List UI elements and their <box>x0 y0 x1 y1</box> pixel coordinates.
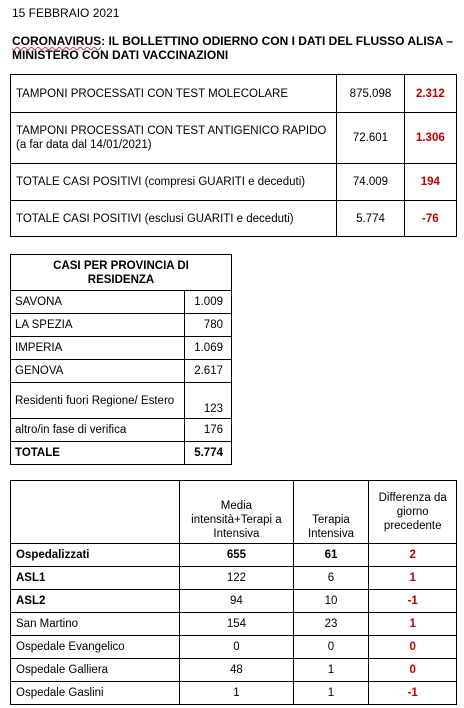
hospital-media: 0 <box>180 636 293 659</box>
province-name: LA SPEZIA <box>11 314 185 337</box>
summary-delta: -76 <box>404 201 456 237</box>
summary-value: 74.009 <box>337 164 405 201</box>
hospital-terapia: 0 <box>293 636 369 659</box>
hospital-header-terapia: Terapia Intensiva <box>293 481 369 544</box>
summary-delta: 194 <box>404 164 456 201</box>
hospital-terapia: 10 <box>293 590 369 613</box>
hospital-media: 154 <box>180 613 293 636</box>
province-value: 1.069 <box>185 337 232 360</box>
hospital-name: ASL1 <box>11 567 180 590</box>
hospital-diff: -1 <box>369 682 457 705</box>
summary-value: 5.774 <box>337 201 405 237</box>
province-total-value: 5.774 <box>185 442 232 465</box>
province-table <box>10 254 232 465</box>
hospital-media: 122 <box>180 567 293 590</box>
summary-delta: 2.312 <box>404 75 456 113</box>
province-row <box>11 360 232 383</box>
hospital-name: Ospedale Evangelico <box>11 636 180 659</box>
summary-label: TAMPONI PROCESSATI CON TEST MOLECOLARE <box>11 75 337 113</box>
hospital-name: Ospedale Gaslini <box>11 682 180 705</box>
hospital-terapia: 61 <box>293 544 369 567</box>
hospital-media: 655 <box>180 544 293 567</box>
province-value: 123 <box>185 383 232 419</box>
hospital-media: 1 <box>180 682 293 705</box>
summary-row <box>11 75 457 113</box>
province-value: 2.617 <box>185 360 232 383</box>
province-value: 780 <box>185 314 232 337</box>
hospital-row <box>11 544 457 567</box>
hospital-terapia: 23 <box>293 613 369 636</box>
hospital-name: San Martino <box>11 613 180 636</box>
bulletin-headline <box>12 34 460 62</box>
summary-value: 72.601 <box>337 113 405 164</box>
hospital-header-blank <box>11 481 180 544</box>
province-name: altro/in fase di verifica <box>11 419 185 442</box>
hospital-header-row <box>11 481 457 544</box>
province-name: SAVONA <box>11 291 185 314</box>
hospital-diff: 1 <box>369 567 457 590</box>
hospital-row <box>11 682 457 705</box>
headline-rest: : IL BOLLETTINO ODIERNO CON I DATI DEL FLUSSO ALISA – MINISTERO CON DATI VACCINAZIONI <box>12 34 453 62</box>
province-total-row <box>11 442 232 465</box>
hospital-diff: 0 <box>369 636 457 659</box>
headline-prefix: CORONAVIRUS <box>12 34 102 48</box>
province-name: GENOVA <box>11 360 185 383</box>
hospital-diff: 2 <box>369 544 457 567</box>
hospital-name: Ospedale Galliera <box>11 659 180 682</box>
province-value: 176 <box>185 419 232 442</box>
hospital-terapia: 6 <box>293 567 369 590</box>
province-name: IMPERIA <box>11 337 185 360</box>
hospital-header-diff: Differenza da giorno precedente <box>369 481 457 544</box>
hospital-terapia: 1 <box>293 682 369 705</box>
summary-row <box>11 164 457 201</box>
hospital-row <box>11 613 457 636</box>
hospital-diff: 0 <box>369 659 457 682</box>
hospital-name: ASL2 <box>11 590 180 613</box>
hospital-media: 94 <box>180 590 293 613</box>
hospital-header-media: Media intensità+Terapi a Intensiva <box>180 481 293 544</box>
province-row <box>11 419 232 442</box>
summary-value: 875.098 <box>337 75 405 113</box>
province-header-row <box>11 255 232 291</box>
hospital-row <box>11 636 457 659</box>
hospital-row <box>11 590 457 613</box>
hospital-diff: -1 <box>369 590 457 613</box>
hospital-row <box>11 659 457 682</box>
hospital-diff: 1 <box>369 613 457 636</box>
province-header: CASI PER PROVINCIA DI RESIDENZA <box>11 255 232 291</box>
bulletin-date: 15 FEBBRAIO 2021 <box>12 6 120 20</box>
province-row <box>11 291 232 314</box>
hospital-terapia: 1 <box>293 659 369 682</box>
summary-table <box>10 74 457 237</box>
province-total-label: TOTALE <box>11 442 185 465</box>
summary-label: TOTALE CASI POSITIVI (esclusi GUARITI e deceduti) <box>11 201 337 237</box>
hospital-name: Ospedalizzati <box>11 544 180 567</box>
summary-row <box>11 113 457 164</box>
hospital-media: 48 <box>180 659 293 682</box>
hospital-table <box>10 480 457 705</box>
province-row <box>11 383 232 419</box>
summary-label: TAMPONI PROCESSATI CON TEST ANTIGENICO RAPIDO (a far data dal 14/01/2021) <box>11 113 337 164</box>
summary-delta: 1.306 <box>404 113 456 164</box>
summary-label: TOTALE CASI POSITIVI (compresi GUARITI e deceduti) <box>11 164 337 201</box>
hospital-row <box>11 567 457 590</box>
summary-row <box>11 201 457 237</box>
province-row <box>11 314 232 337</box>
province-value: 1.009 <box>185 291 232 314</box>
province-row <box>11 337 232 360</box>
province-name: Residenti fuori Regione/ Estero <box>11 383 185 419</box>
